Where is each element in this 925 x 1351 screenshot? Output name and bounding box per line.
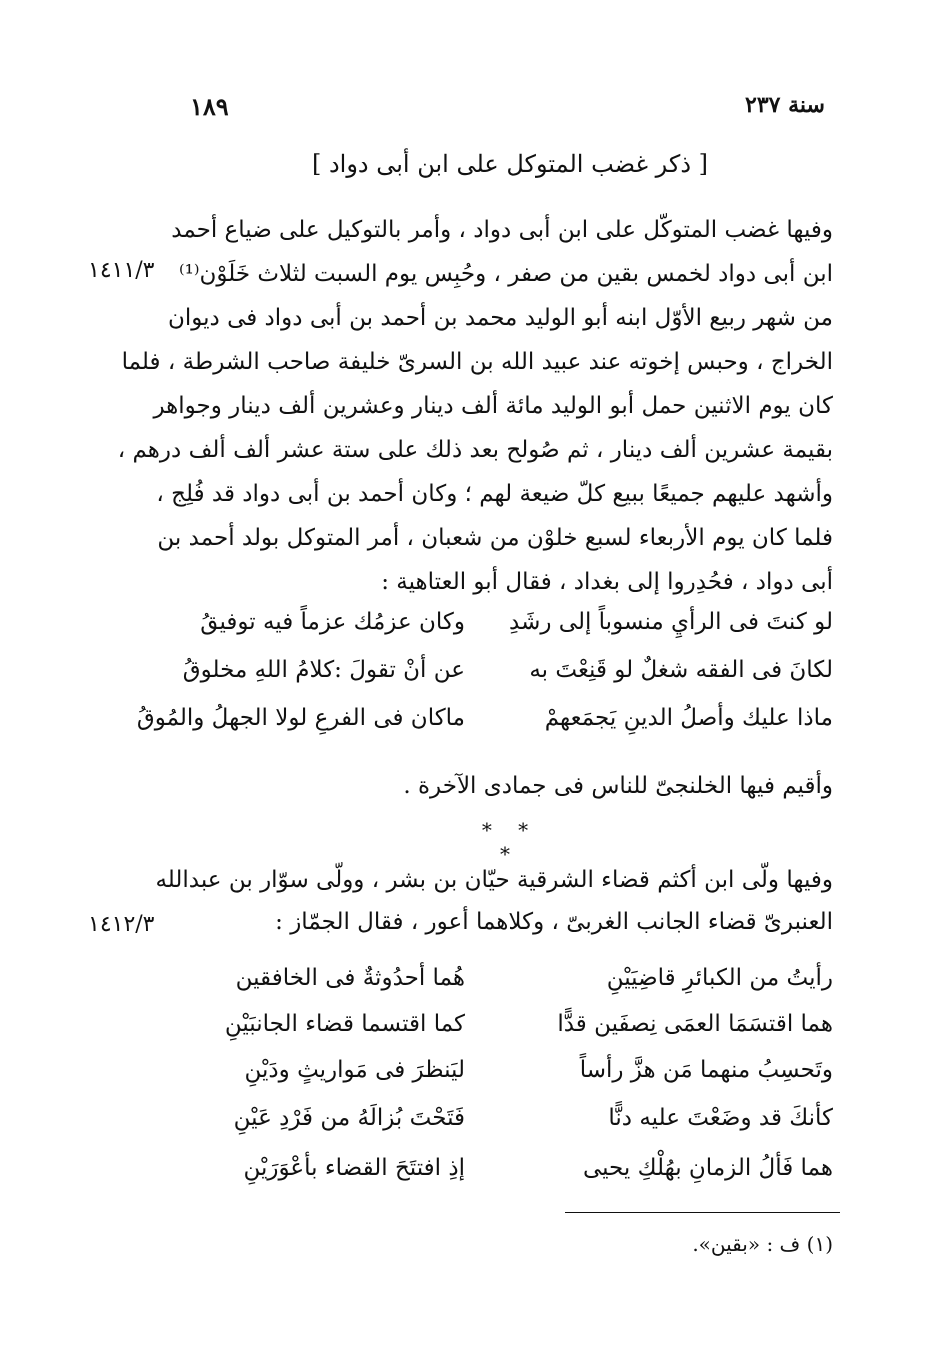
paragraph-line: العنبرىّ قضاء الجانب الغربىّ ، وكلاهما أعور ، فقال الجمّاز : [275, 909, 833, 935]
verse-first-hemistich: هما فَألُ الزمانِ بهُلْكِ يحيى [582, 1155, 833, 1181]
verse-second-hemistich: ليَنظرَ فى مَواريثٍ ودَيْنِ [244, 1057, 465, 1083]
section-heading: [ ذكر غضب المتوكل على ابن أبى دواد ] [311, 150, 708, 178]
paragraph-line: وأقيم فيها الخلنجىّ للناس فى جمادى الآخرة . [403, 773, 833, 799]
verse-first-hemistich: كأنكَ قد وضَعْتَ عليه دنًّا [608, 1105, 833, 1131]
verse-second-hemistich: كما اقتسما قضاء الجانبَيْنِ [224, 1011, 465, 1037]
verse-first-hemistich: لكانَ فى الفقه شغلٌ لو قَنِعْتَ به [529, 657, 833, 683]
verse-first-hemistich: وتَحسِبُ منهما مَن هزَّ رأساً [579, 1057, 833, 1083]
verse-second-hemistich: فَتَحْتَ بُزالَهُ من فَرْدِ عَيْنِ [233, 1105, 465, 1131]
paragraph-line: ابن أبى دواد لخمس بقين من صفر ، وحُبِس يوم السبت لثلاث خَلَوْن⁽¹⁾ [178, 261, 833, 287]
paragraph-line: كان يوم الاثنين حمل أبو الوليد مائة ألف دينار وعشرين ألف دينار وجواهر [153, 393, 833, 419]
paragraph-line: أبى دواد ، فحُدِروا إلى بغداد ، فقال أبو العتاهية : [381, 569, 833, 595]
paragraph-line: من شهر ربيع الأوّل ابنه أبو الوليد محمد بن أحمد بن أبى دواد فى ديوان [167, 305, 833, 331]
paragraph-line: بقيمة عشرين ألف دينار ، ثم صُولح بعد ذلك على ستة عشر ألف ألف درهم ، [117, 437, 833, 463]
footnote-rule [565, 1212, 840, 1213]
verse-first-hemistich: ماذا عليك وأصلُ الدينِ يَجمَعهمْ [544, 705, 833, 731]
paragraph-line: وفيها ولّى ابن أكثم قضاء الشرقية حيّان بن بشر ، وولّى سوّار بن عبدالله [155, 867, 833, 893]
footnote: (١) ف : «بقين». [692, 1232, 833, 1256]
paragraph-line: فلما كان يوم الأربعاء لسبع خلوْن من شعبان ، أمر المتوكل بولد أحمد بن [157, 525, 833, 551]
paragraph-line: الخراج ، وحبس إخوته عند عبيد الله بن السرىّ خليفة صاحب الشرطة ، فلما [121, 349, 833, 375]
verse-second-hemistich: عن أنْ تقولَ :كلامُ اللهِ مخلوقُ [182, 657, 465, 683]
paragraph-line: وفيها غضب المتوكّل على ابن أبى دواد ، وأمر بالتوكيل على ضياع أحمد [171, 217, 833, 243]
verse-first-hemistich: لو كنتَ فى الرأيِ منسوباً إلى رشَدِ [509, 609, 833, 635]
page-number: ١٨٩ [190, 92, 229, 121]
margin-reference: ١٤١٢/٣ [88, 912, 155, 937]
verse-first-hemistich: رأيتُ من الكبائرِ قاضِيَيْنِ [606, 965, 833, 991]
verse-second-hemistich: ماكان فى الفرعِ لولا الجهلُ والمُوقُ [136, 705, 465, 731]
margin-reference: ١٤١١/٣ [88, 258, 155, 283]
section-separator: * * * [481, 818, 539, 866]
paragraph-line: وأشهد عليهم جميعًا ببيع كلّ ضيعة لهم ؛ وكان أحمد بن أبى دواد قد فُلِج ، [156, 481, 833, 507]
year-label: سنة ٢٣٧ [745, 92, 825, 118]
verse-second-hemistich: هُما أحدُوثةٌ فى الخافقين [235, 965, 465, 991]
verse-first-hemistich: هما اقتسَمَا العمَى نِصفَين قدًّا [557, 1011, 833, 1037]
verse-second-hemistich: إذِ افتتَحَ القضاء بأعْوَرَيْنِ [243, 1155, 465, 1181]
verse-second-hemistich: وكان عزمُك عزماً فيه توفيقُ [200, 609, 465, 635]
